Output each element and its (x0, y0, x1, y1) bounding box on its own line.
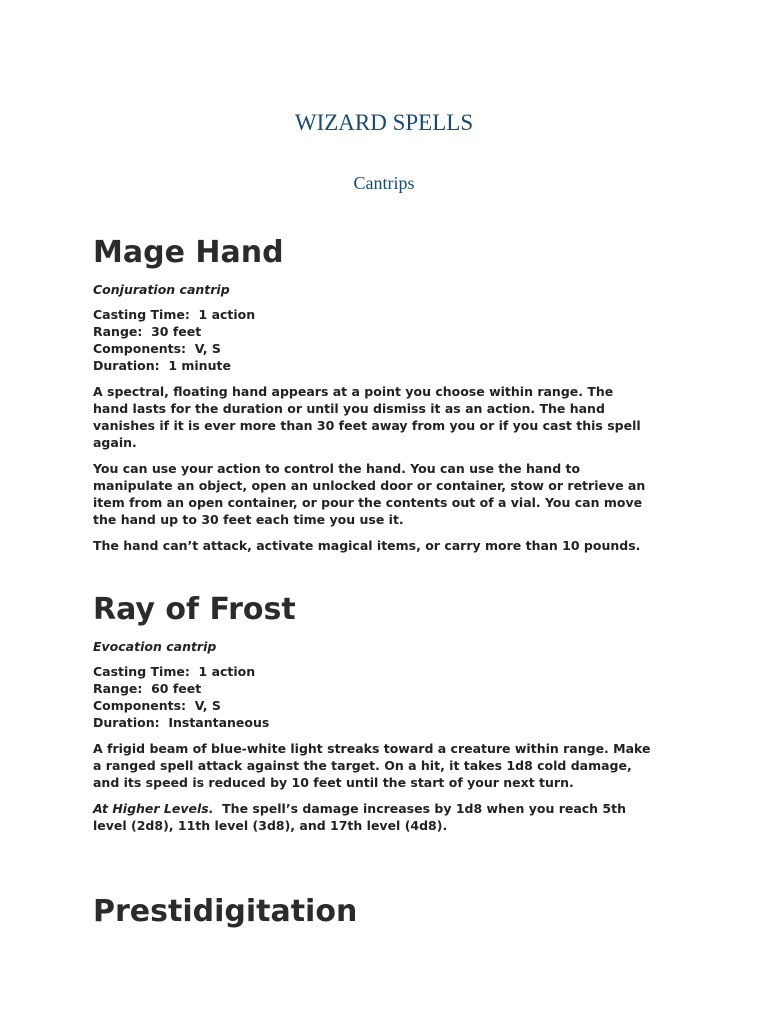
document-subtitle: Cantrips (353, 173, 415, 193)
casting-time: Casting Time: 1 action (93, 307, 256, 322)
range: Range: 60 feet (93, 681, 202, 696)
higher-levels-text: The spell’s damage increases by 1d8 when you reach 5th (213, 801, 627, 816)
paragraph-line: vanishes if it is ever more than 30 feet away from you or if you cast this spell (93, 418, 641, 433)
spell-paragraph (93, 740, 678, 791)
higher-levels-lead-in: At Higher Levels. (93, 801, 214, 816)
casting-time: Casting Time: 1 action (93, 664, 256, 679)
spell-stats (93, 306, 678, 374)
paragraph-line: A spectral, floating hand appears at a point you choose within range. The (93, 384, 614, 399)
spell-stats (93, 663, 678, 731)
paragraph-line: You can use your action to control the hand. You can use the hand to (93, 461, 581, 476)
components: Components: V, S (93, 341, 221, 356)
paragraph-line: The hand can’t attack, activate magical items, or carry more than 10 pounds. (93, 538, 641, 553)
spell-name: Prestidigitation (93, 894, 358, 929)
paragraph-line: again. (93, 435, 137, 450)
spell-paragraph (93, 460, 678, 528)
spell-section-prestidigitation (93, 894, 678, 930)
duration: Duration: 1 minute (93, 358, 231, 373)
spell-school: Evocation cantrip (93, 639, 217, 654)
paragraph-line: a ranged spell attack against the target. On a hit, it takes 1d8 cold damage, (93, 758, 632, 773)
spell-school: Conjuration cantrip (93, 282, 230, 297)
spell-section-mage-hand (93, 235, 678, 554)
spell-paragraph (93, 537, 678, 554)
components: Components: V, S (93, 698, 221, 713)
spell-section-ray-of-frost (93, 592, 678, 834)
paragraph-line: the hand up to 30 feet each time you use it. (93, 512, 404, 527)
range: Range: 30 feet (93, 324, 202, 339)
spell-name: Mage Hand (93, 235, 284, 270)
duration: Duration: Instantaneous (93, 715, 270, 730)
paragraph-line: level (2d8), 11th level (3d8), and 17th level (4d8). (93, 818, 448, 833)
paragraph-line: and its speed is reduced by 10 feet until the start of your next turn. (93, 775, 574, 790)
paragraph-line: A frigid beam of blue-white light streaks toward a creature within range. Make (93, 741, 651, 756)
spell-name: Ray of Frost (93, 592, 296, 627)
paragraph-line (93, 800, 678, 817)
paragraph-line: item from an open container, or pour the contents out of a vial. You can move (93, 495, 643, 510)
spell-paragraph (93, 383, 678, 451)
document-title: WIZARD SPELLS (294, 110, 474, 135)
spell-paragraph-higher-levels (93, 800, 678, 834)
paragraph-line: manipulate an object, open an unlocked door or container, stow or retrieve an (93, 478, 646, 493)
paragraph-line: hand lasts for the duration or until you dismiss it as an action. The hand (93, 401, 605, 416)
